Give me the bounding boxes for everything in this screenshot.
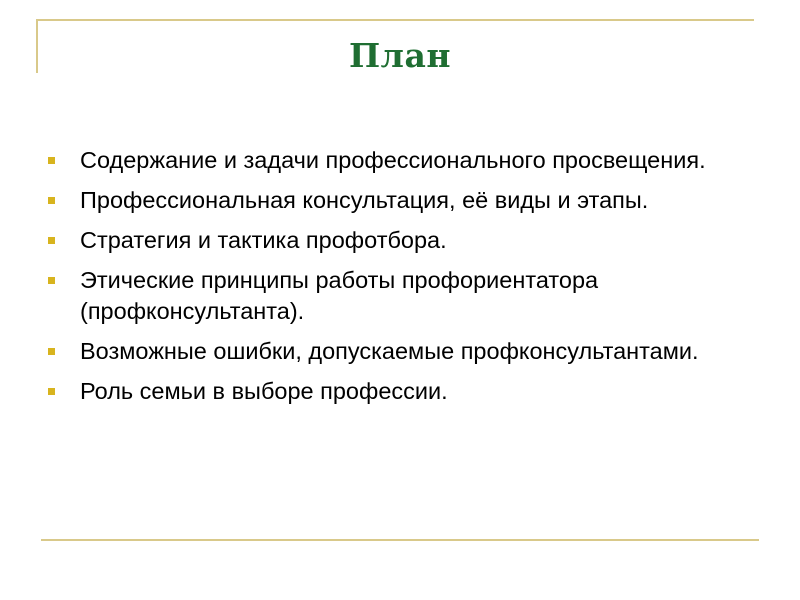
list-item [48,185,738,216]
square-bullet-icon [48,388,55,395]
list-item [48,225,738,256]
list-item-text: Возможные ошибки, допускаемые профконсультантами. [80,338,699,364]
square-bullet-icon [48,348,55,355]
square-bullet-icon [48,157,55,164]
frame-bottom-line [41,539,759,541]
square-bullet-icon [48,197,55,204]
list-item-text: Содержание и задачи профессионального просвещения. [80,147,706,173]
list-item [48,336,738,367]
list-item [48,265,738,327]
list-item-text: Этические принципы работы профориентатора (профконсультанта). [80,267,599,324]
list-item-text: Стратегия и тактика профотбора. [80,227,447,253]
list-item [48,145,738,176]
list-item-text: Профессиональная консультация, её виды и этапы. [80,187,649,213]
list-item-text: Роль семьи в выборе профессии. [80,378,448,404]
list-item [48,376,738,407]
frame-top-line [36,19,754,21]
square-bullet-icon [48,277,55,284]
plan-list [48,145,738,416]
slide-title: План [349,36,451,75]
square-bullet-icon [48,237,55,244]
